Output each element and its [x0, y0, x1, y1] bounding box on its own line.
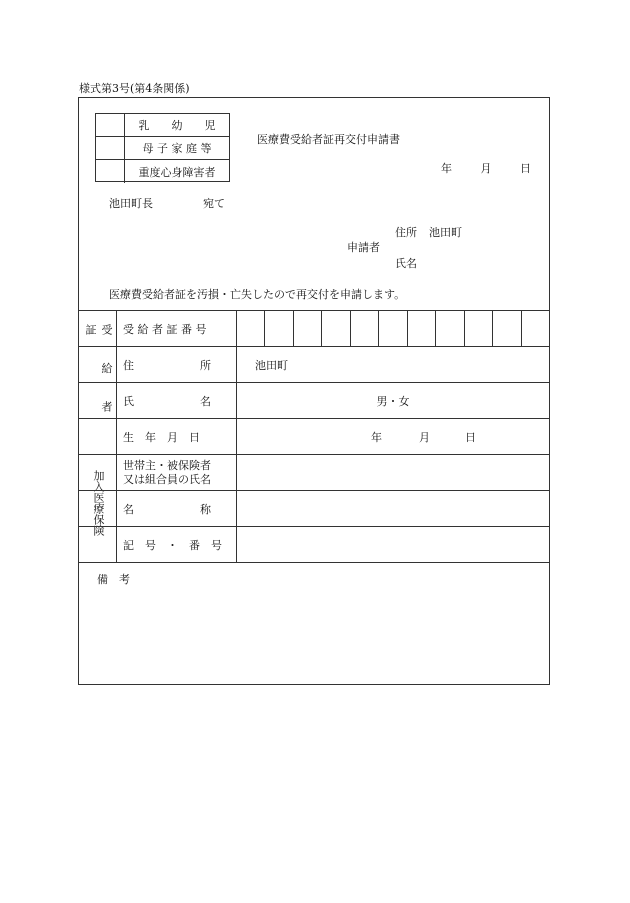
category-selector: [95, 113, 230, 182]
digit-box[interactable]: [379, 311, 407, 346]
insurer-name-field[interactable]: [237, 491, 549, 526]
birth-year-label: 年: [371, 430, 382, 444]
symbol-number-label: 記 号 ・ 番 号: [117, 527, 237, 562]
form-title: 医療費受給者証再交付申請書: [257, 133, 400, 146]
applicant-address-field[interactable]: 池田町: [429, 226, 462, 239]
birth-day-label: 日: [465, 430, 476, 444]
year-label: 年: [441, 162, 452, 175]
name-label: 氏 名: [117, 383, 237, 418]
insurer-name-label: 名 称: [117, 491, 237, 526]
digit-box[interactable]: [408, 311, 436, 346]
month-label: 月: [480, 162, 492, 175]
digit-box[interactable]: [237, 311, 265, 346]
table-row-address: [79, 346, 549, 382]
category-checkbox[interactable]: [96, 160, 125, 183]
digit-box[interactable]: [522, 311, 549, 346]
category-row[interactable]: [96, 114, 229, 137]
digit-box[interactable]: [265, 311, 293, 346]
category-label: 重度心身障害者: [138, 165, 216, 179]
policy-holder-label: [117, 455, 237, 490]
table-row-cert-number: [79, 310, 549, 346]
policy-holder-field[interactable]: [237, 455, 549, 490]
digit-box[interactable]: [322, 311, 350, 346]
birthdate-label: 生 年 月 日: [117, 419, 237, 454]
category-checkbox[interactable]: [96, 114, 125, 136]
remarks-label: 備 考: [97, 573, 130, 586]
category-label: 母 子 家 庭 等: [142, 142, 212, 155]
table-row-symbol-number: [79, 526, 549, 562]
application-form: [78, 97, 550, 685]
policy-holder-label-line1: 世帯主・被保険者: [123, 458, 211, 472]
birth-month-label: 月: [419, 430, 430, 444]
form-number: 様式第3号(第4条関係): [79, 82, 190, 95]
remarks-row[interactable]: [79, 562, 549, 686]
digit-box[interactable]: [493, 311, 521, 346]
category-row[interactable]: [96, 137, 229, 160]
insurance-section-title-text: 加入医療保険: [92, 470, 105, 536]
birthdate-field[interactable]: [237, 419, 549, 454]
applicant-label: 申請者: [347, 241, 380, 254]
cert-number-input[interactable]: [237, 311, 549, 346]
application-date[interactable]: [441, 160, 531, 176]
header-section: [79, 98, 549, 310]
address-label: 住 所: [117, 347, 237, 382]
digit-box[interactable]: [465, 311, 493, 346]
recipient-section-title-text: 受 給 者 証: [84, 324, 113, 424]
day-label: 日: [520, 162, 531, 175]
applicant-name-label: 氏名: [395, 257, 417, 270]
address-field[interactable]: 池田町: [255, 358, 288, 372]
gender-selector[interactable]: 男・女: [376, 394, 410, 408]
table-row-insurer-name: [79, 490, 549, 526]
recipient-suffix: 宛て: [203, 197, 225, 210]
table-row-birthdate: [79, 418, 549, 454]
name-field[interactable]: [237, 383, 549, 418]
policy-holder-label-line2: 又は組合員の氏名: [123, 472, 211, 486]
category-label: 乳 幼 児: [138, 119, 216, 132]
category-checkbox[interactable]: [96, 137, 125, 159]
digit-box[interactable]: [436, 311, 464, 346]
declaration-text: 医療費受給者証を汚損・亡失したので再交付を申請します。: [109, 288, 406, 301]
applicant-address-label: 住所: [395, 226, 417, 239]
digit-box[interactable]: [351, 311, 379, 346]
cert-number-label: 受 給 者 証 番 号: [117, 311, 237, 346]
category-row[interactable]: [96, 160, 229, 183]
table-row-name: [79, 382, 549, 418]
recipient-name: 池田町長: [109, 197, 153, 210]
symbol-number-field[interactable]: [237, 527, 549, 562]
digit-box[interactable]: [294, 311, 322, 346]
table-row-policy-holder: [79, 454, 549, 490]
